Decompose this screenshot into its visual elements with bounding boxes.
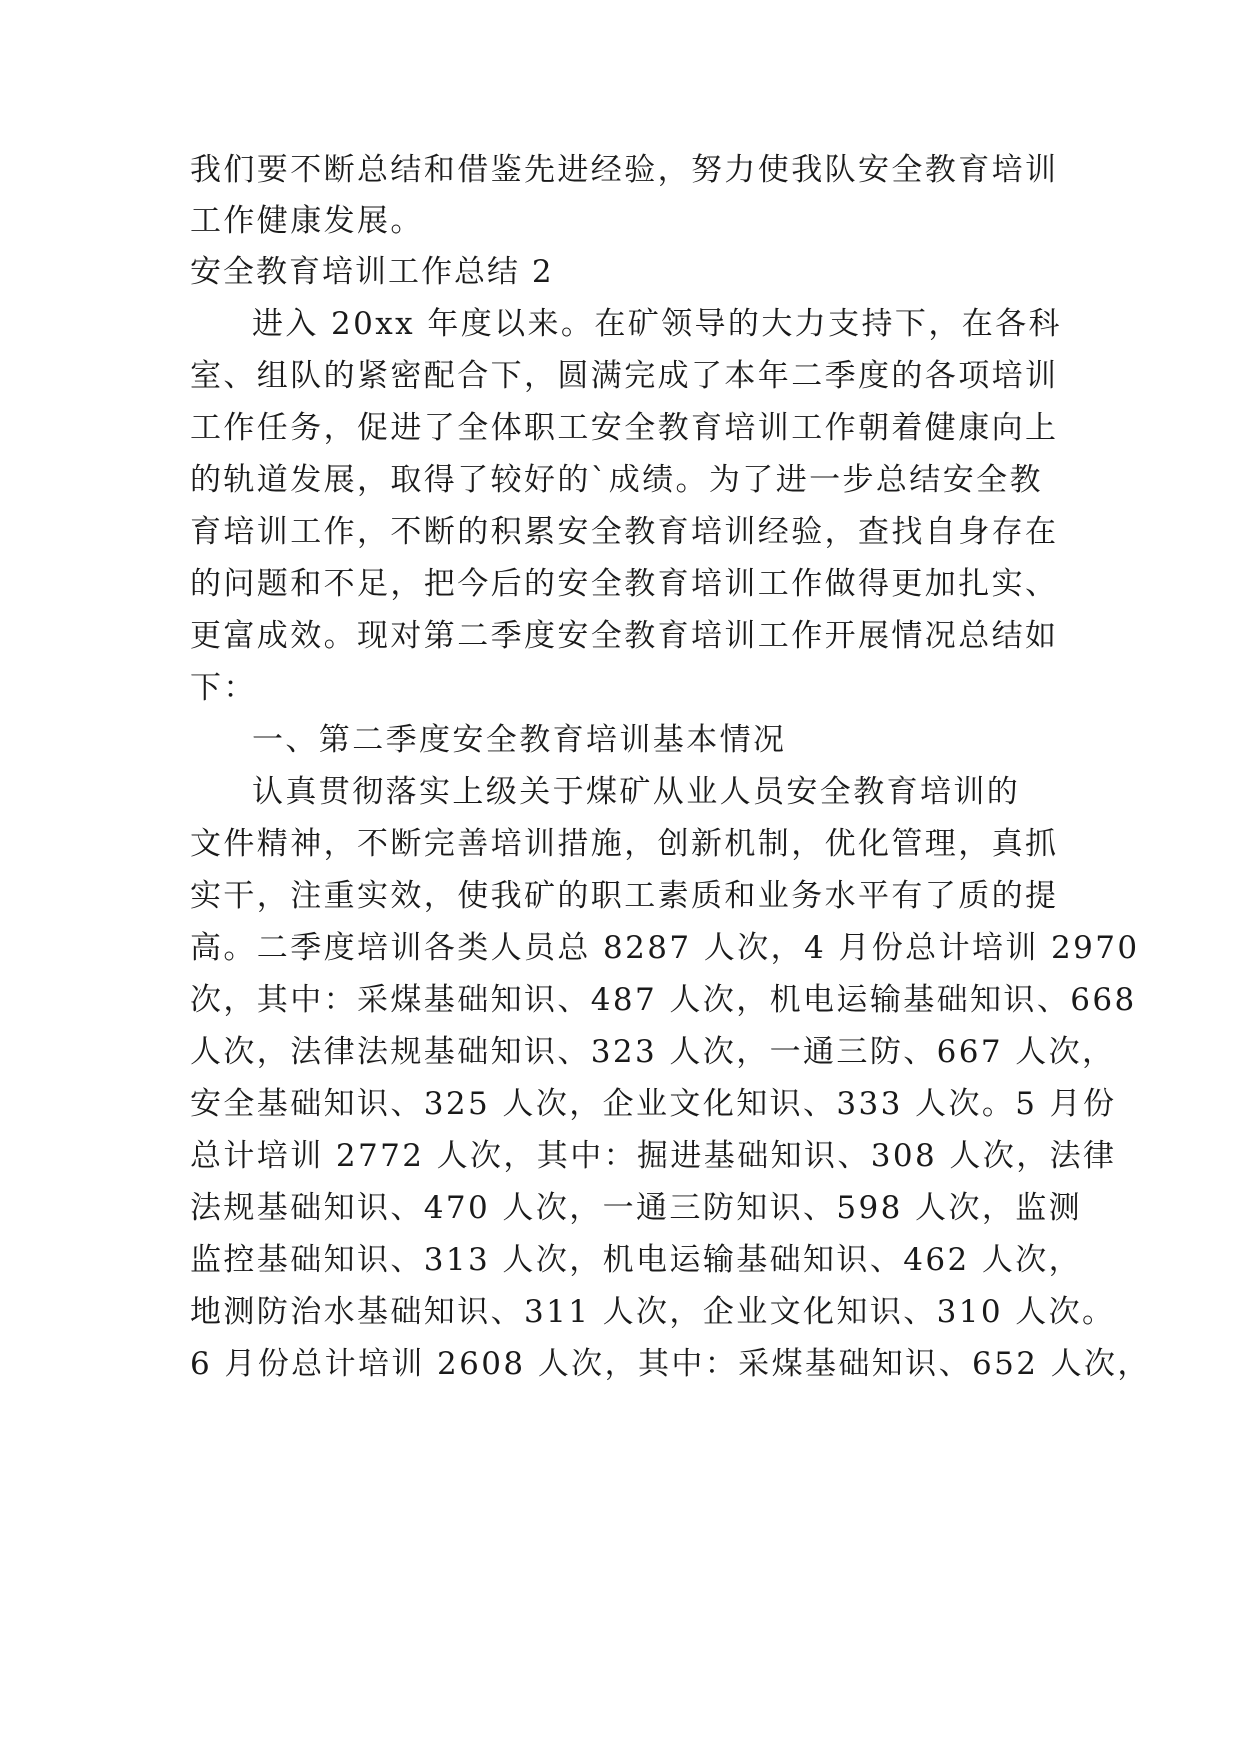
paragraph-line: 实干，注重实效，使我矿的职工素质和业务水平有了质的提 (190, 878, 1059, 914)
paragraph-line: 工作任务，促进了全体职工安全教育培训工作朝着健康向上 (190, 410, 1059, 446)
paragraph-line: 的轨道发展，取得了较好的`成绩。为了进一步总结安全教 (190, 462, 1043, 498)
paragraph-line: 6 月份总计培训 2608 人次，其中：采煤基础知识、652 人次， (190, 1346, 1151, 1382)
paragraph-line: 我们要不断总结和借鉴先进经验，努力使我队安全教育培训 (190, 152, 1059, 188)
paragraph-line: 法规基础知识、470 人次，一通三防知识、598 人次，监测 (190, 1190, 1083, 1226)
paragraph-line: 文件精神，不断完善培训措施，创新机制，优化管理，真抓 (190, 826, 1059, 862)
paragraph-line: 人次，法律法规基础知识、323 人次，一通三防、667 人次， (190, 1034, 1116, 1070)
paragraph-line: 地测防治水基础知识、311 人次，企业文化知识、310 人次。 (190, 1294, 1116, 1330)
paragraph-line: 次，其中：采煤基础知识、487 人次，机电运输基础知识、668 (190, 982, 1137, 1018)
paragraph-line: 育培训工作，不断的积累安全教育培训经验，查找自身存在 (190, 514, 1059, 550)
paragraph-line: 总计培训 2772 人次，其中：掘进基础知识、308 人次，法律 (190, 1138, 1117, 1174)
paragraph-line: 安全基础知识、325 人次，企业文化知识、333 人次。5 月份 (190, 1086, 1117, 1122)
paragraph-line: 的问题和不足，把今后的安全教育培训工作做得更加扎实、 (190, 566, 1059, 602)
subheading: 一、第二季度安全教育培训基本情况 (252, 722, 787, 758)
paragraph-line: 室、组队的紧密配合下，圆满完成了本年二季度的各项培训 (190, 358, 1059, 394)
paragraph-line: 下： (190, 670, 257, 706)
paragraph-line: 进入 20xx 年度以来。在矿领导的大力支持下，在各科 (252, 306, 1062, 342)
paragraph-line: 监控基础知识、313 人次，机电运输基础知识、462 人次， (190, 1242, 1083, 1278)
section-title: 安全教育培训工作总结 2 (190, 254, 554, 290)
paragraph-line: 认真贯彻落实上级关于煤矿从业人员安全教育培训的 (252, 774, 1021, 810)
paragraph-line: 高。二季度培训各类人员总 8287 人次，4 月份总计培训 2970 (190, 930, 1140, 966)
paragraph-line: 工作健康发展。 (190, 203, 424, 239)
paragraph-line: 更富成效。现对第二季度安全教育培训工作开展情况总结如 (190, 618, 1059, 654)
